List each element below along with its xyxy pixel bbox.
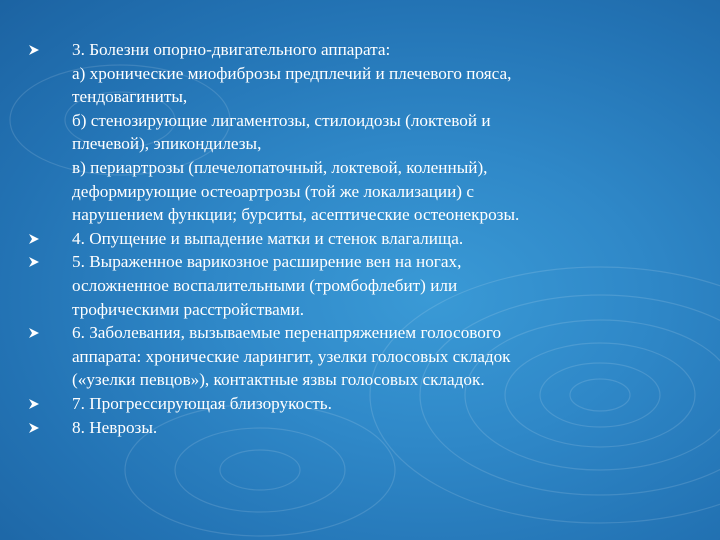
bullet-text-line: плечевой), эпикондилезы, [72,134,262,154]
arrowhead-bullet-icon [28,398,40,410]
bullet-text-line: 7. Прогрессирующая близорукость. [72,393,332,413]
arrowhead-bullet-icon [28,327,40,339]
bullet-text-line: осложненное воспалительными (тромбофлебит) или [72,275,458,295]
arrowhead-bullet-icon [28,422,40,434]
arrowhead-bullet-icon [28,256,40,268]
bullet-text-line: в) периартрозы (плечелопаточный, локтевой, коленный), [72,157,488,177]
bullet-text-line: а) хронические миофиброзы предплечий и плечевого пояса, [72,63,512,83]
bullet-text-line: 8. Неврозы. [72,417,158,437]
bullet-item [28,227,708,251]
bullet-text-line: деформирующие остеоартрозы (той же локализации) с [72,181,474,201]
bullet-text-line: 6. Заболевания, вызываемые перенапряжением голосового [72,323,502,343]
bullet-text-line: 4. Опущение и выпадение матки и стенок влагалища. [72,228,464,248]
bullet-text-line: 3. Болезни опорно-двигательного аппарата: [72,40,391,59]
bullet-item [28,321,708,392]
bullet-text-line: 5. Выраженное варикозное расширение вен на ногах, [72,252,462,272]
bullet-text-line: аппарата: хронические ларингит, узелки голосовых складок [72,346,511,366]
arrowhead-bullet-icon [28,233,40,245]
bullet-item [28,250,708,321]
bullet-item [28,392,708,416]
bullet-text-line: («узелки певцов»), контактные язвы голосовых складок. [72,370,485,390]
bullet-item [28,38,708,227]
bullet-item [28,416,708,440]
bullet-text-line: тендовагиниты, [72,87,188,107]
bullet-text-line: трофическими расстройствами. [72,299,305,319]
slide-content [28,38,708,439]
bullet-text-line: нарушением функции; бурситы, асептические остеонекрозы. [72,205,520,225]
arrowhead-bullet-icon [28,44,40,56]
bullet-list [28,38,708,439]
bullet-text-line: б) стенозирующие лигаментозы, стилоидозы (локтевой и [72,110,491,130]
